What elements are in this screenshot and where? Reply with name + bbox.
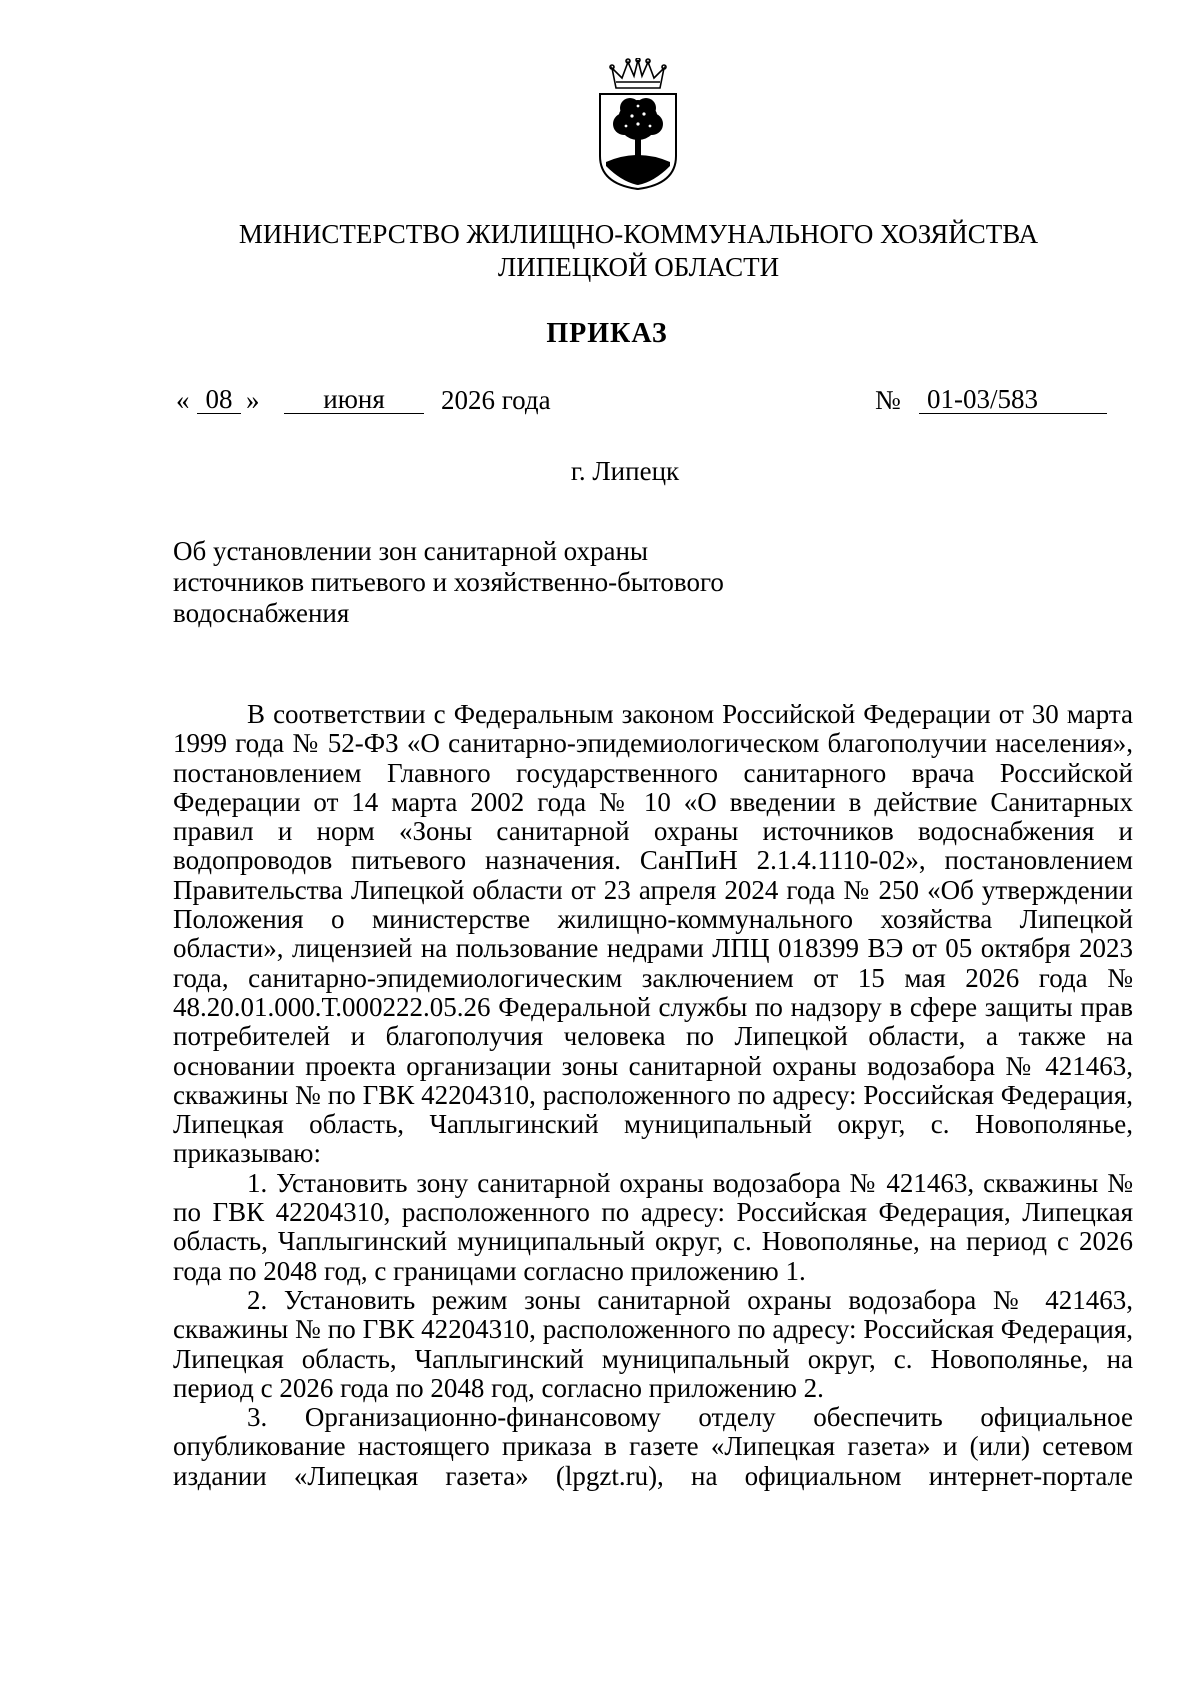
- preamble-paragraph: В соответствии с Федеральным законом Российской Федерации от 30 марта 1999 года № 52-ФЗ «О санитарно-эпидемиологическом благополучии населения», постановлением Главного государственного санитарного врача Российской Федерации от 14 марта 2002 года № 10 «О введении в действие Санитарных правил и норм «Зоны санитарной охраны источников водоснабжения и водопроводов питьевого назначения. СанПиН 2.1.4.1110-02», постановлением Правительства Липецкой области от 23 апреля 2024 года № 250 «Об утверждении Положения о министерстве жилищно-коммунального хозяйства Липецкой области», лицензией на пользование недрами ЛПЦ 018399 ВЭ от 05 октября 2023 года, санитарно-эпидемиологическим заключением от 15 мая 2026 года № 48.20.01.000.Т.000222.05.26 Федеральной службы по надзору в сфере защиты прав потребителей и благополучия человека по Липецкой области, а также на основании проекта организации зоны санитарной охраны водозабора № 421463, скважины № по ГВК 42204310, расположенного по адресу: Российская Федерация, Липецкая область, Чаплыгинский муниципальный округ, с. Новополянье, приказываю:: [173, 699, 1133, 1169]
- subject-line-1: Об установлении зон санитарной охраны: [173, 536, 649, 566]
- quote-open: «: [176, 385, 190, 415]
- order-year: 2026 года: [441, 385, 551, 415]
- order-item-3: 3. Организационно-финансовому отделу обеспечить официальное опубликование настоящего приказа в газете «Липецкая газета» и (или) сетевом издании «Липецкая газета» (lpgzt.ru), на официальном интернет-портале: [173, 1402, 1133, 1491]
- city: г. Липецк: [570, 456, 680, 486]
- hill-icon: [606, 155, 670, 185]
- order-day: 08: [197, 385, 241, 414]
- number-sign: №: [875, 385, 901, 415]
- lipetsk-coat-of-arms-icon: [594, 58, 682, 190]
- order-item-1: 1. Установить зону санитарной охраны водозабора № 421463, скважины № по ГВК 42204310, расположенного по адресу: Российская Федерация, Липецкая область, Чаплыгинский муниципальный округ, с. Новополянье, на период с 2026 года по 2048 год, с границами согласно приложению 1.: [173, 1167, 1133, 1286]
- date-number-line: [0, 385, 1200, 421]
- crown-icon: [610, 58, 666, 88]
- quote-close: »: [246, 385, 260, 415]
- ministry-name: [0, 218, 1200, 284]
- order-item-2: 2. Установить режим зоны санитарной охраны водозабора № 421463, скважины № по ГВК 42204310, расположенного по адресу: Российская Федерация, Липецкая область, Чаплыгинский муниципальный округ, с. Новополянье, на период с 2026 года по 2048 год, согласно приложению 2.: [173, 1284, 1133, 1403]
- ministry-line-2: ЛИПЕЦКОЙ ОБЛАСТИ: [497, 252, 780, 282]
- ministry-line-1: МИНИСТЕРСТВО ЖИЛИЩНО-КОММУНАЛЬНОГО ХОЗЯЙСТВА: [238, 219, 1039, 249]
- order-body: [173, 700, 1133, 1491]
- subject-line-3: водоснабжения: [173, 598, 350, 628]
- order-subject: [173, 536, 793, 629]
- tree-icon: [613, 98, 663, 140]
- subject-line-2: источников питьевого и хозяйственно-бытового: [173, 567, 724, 597]
- order-number: 01-03/583: [919, 385, 1107, 414]
- order-month: июня: [284, 385, 424, 414]
- document-type: ПРИКАЗ: [546, 318, 668, 349]
